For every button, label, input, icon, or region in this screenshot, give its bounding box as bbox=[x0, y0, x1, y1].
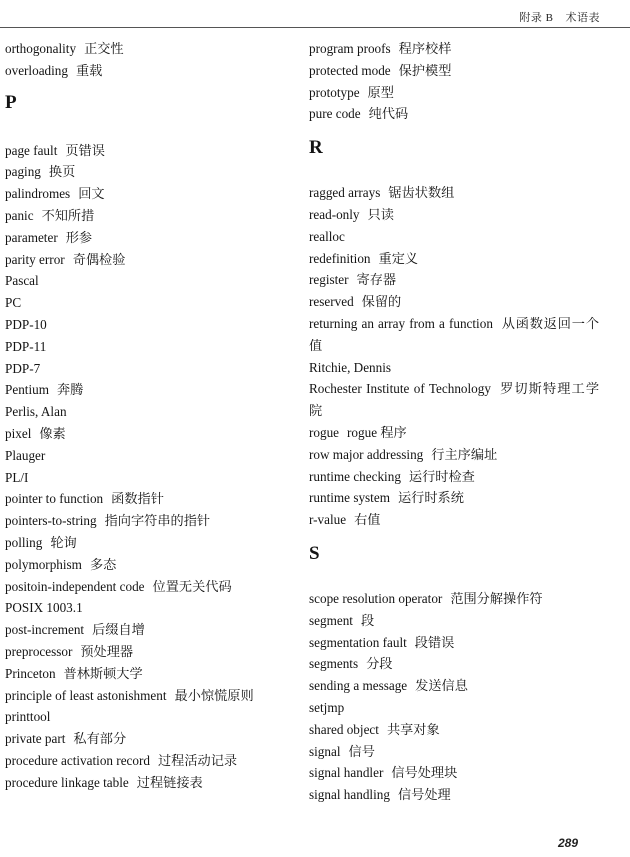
entry-term: preprocessor bbox=[5, 643, 73, 659]
entry-translation: 锯齿状数组 bbox=[388, 185, 455, 201]
entry-translation: 行主序编址 bbox=[431, 446, 498, 462]
glossary-entry bbox=[5, 38, 295, 60]
glossary-entry bbox=[309, 248, 599, 270]
entry-term: returning an array from a function bbox=[309, 315, 493, 331]
section-r-entries bbox=[309, 182, 599, 531]
entry-translation: 范围分解操作符 bbox=[450, 590, 543, 606]
entry-term: overloading bbox=[5, 62, 68, 78]
entry-term: polling bbox=[5, 534, 43, 550]
entry-term: runtime checking bbox=[309, 468, 401, 484]
entry-translation: 最小惊慌原则 bbox=[174, 687, 254, 703]
entry-translation: 右值 bbox=[354, 512, 381, 528]
entry-term: r-value bbox=[309, 512, 347, 528]
entry-term: register bbox=[309, 272, 349, 288]
entry-translation: 不知所措 bbox=[41, 207, 95, 223]
entry-term: setjmp bbox=[309, 699, 345, 715]
entry-term: signal handler bbox=[309, 765, 384, 781]
glossary-entry bbox=[309, 741, 599, 763]
glossary-entry bbox=[309, 204, 599, 226]
glossary-entry bbox=[5, 161, 295, 183]
entry-term: parameter bbox=[5, 229, 58, 245]
entry-translation: 过程活动记录 bbox=[158, 752, 238, 768]
right-top-entries bbox=[309, 38, 599, 125]
glossary-entry bbox=[5, 314, 295, 336]
glossary-entry bbox=[5, 379, 295, 401]
entry-term: PDP-10 bbox=[5, 316, 47, 332]
entry-term: pointer to function bbox=[5, 491, 104, 507]
glossary-entry bbox=[5, 750, 295, 772]
glossary-entry bbox=[5, 706, 295, 728]
glossary-entry bbox=[309, 653, 599, 675]
entry-term: procedure activation record bbox=[5, 752, 150, 768]
entry-term: orthogonality bbox=[5, 41, 77, 56]
entry-translation: 保护模型 bbox=[398, 62, 452, 78]
section-s-entries bbox=[309, 588, 599, 806]
entry-term: private part bbox=[5, 731, 66, 747]
entry-term: palindromes bbox=[5, 186, 71, 202]
entry-translation: 罗切斯特理工学院 bbox=[309, 381, 600, 419]
left-column bbox=[5, 38, 295, 794]
entry-term: Pascal bbox=[5, 273, 39, 289]
entry-translation: 原型 bbox=[367, 84, 394, 100]
glossary-entry bbox=[309, 784, 599, 806]
glossary-entry bbox=[309, 378, 599, 422]
entry-term: Ritchie, Dennis bbox=[309, 359, 392, 375]
glossary-entry bbox=[5, 685, 295, 707]
header-appendix: 附录 B bbox=[519, 12, 554, 24]
entry-term: segments bbox=[309, 656, 359, 672]
header-text bbox=[519, 9, 600, 25]
section-letter-s: S bbox=[309, 542, 320, 564]
entry-term: PDP-11 bbox=[5, 338, 47, 354]
glossary-entry bbox=[5, 576, 295, 598]
entry-translation: 换页 bbox=[48, 164, 76, 180]
entry-term: sending a message bbox=[309, 678, 408, 694]
entry-translation: 奔腾 bbox=[56, 382, 84, 398]
glossary-entry bbox=[5, 423, 295, 445]
entry-translation: 程序校样 bbox=[398, 41, 452, 56]
glossary-entry bbox=[5, 641, 295, 663]
entry-term: signal handling bbox=[309, 787, 390, 803]
entry-translation: 轮询 bbox=[50, 534, 77, 550]
entry-term: PL/I bbox=[5, 469, 29, 485]
glossary-entry bbox=[5, 401, 295, 423]
glossary-entry bbox=[5, 183, 295, 205]
entry-term: Princeton bbox=[5, 665, 56, 681]
glossary-entry bbox=[5, 619, 295, 641]
entry-translation: 多态 bbox=[89, 556, 117, 572]
entry-translation: 信号处理 bbox=[397, 787, 451, 803]
section-letter-p: P bbox=[5, 91, 17, 113]
entry-translation: 预处理器 bbox=[80, 643, 134, 659]
glossary-entry bbox=[5, 292, 295, 314]
glossary-entry bbox=[5, 227, 295, 249]
entry-translation: 位置无关代码 bbox=[152, 578, 232, 594]
entry-term: rogue bbox=[309, 424, 340, 440]
entry-term: pixel bbox=[5, 425, 32, 441]
entry-translation: 过程链接表 bbox=[136, 774, 203, 790]
glossary-entry bbox=[309, 610, 599, 632]
glossary-entry bbox=[309, 762, 599, 784]
entry-translation: rogue 程序 bbox=[347, 424, 407, 440]
entry-term: Plauger bbox=[5, 447, 46, 463]
glossary-entry bbox=[309, 697, 599, 719]
entry-translation: 奇偶检验 bbox=[72, 251, 126, 267]
glossary-entry bbox=[5, 597, 295, 619]
entry-term: paging bbox=[5, 164, 41, 180]
entry-translation: 正交性 bbox=[84, 41, 124, 56]
entry-translation: 分段 bbox=[366, 656, 393, 672]
entry-translation: 纯代码 bbox=[368, 106, 409, 122]
glossary-entry bbox=[309, 313, 599, 357]
entry-term: PC bbox=[5, 295, 22, 311]
glossary-entry bbox=[5, 772, 295, 794]
entry-term: prototype bbox=[309, 84, 360, 100]
entry-translation: 信号 bbox=[348, 743, 375, 759]
entry-translation: 像素 bbox=[39, 425, 66, 441]
entry-term: segmentation fault bbox=[309, 634, 407, 650]
entry-translation: 后缀自增 bbox=[92, 622, 145, 638]
entry-term: redefinition bbox=[309, 250, 371, 266]
glossary-entry bbox=[5, 249, 295, 271]
glossary-entry bbox=[5, 554, 295, 576]
entry-term: signal bbox=[309, 743, 341, 759]
header-rule bbox=[0, 27, 630, 28]
glossary-entry bbox=[5, 510, 295, 532]
entry-term: realloc bbox=[309, 228, 345, 244]
entry-term: Perlis, Alan bbox=[5, 404, 67, 420]
entry-translation: 形参 bbox=[65, 229, 93, 245]
entry-term: page fault bbox=[5, 142, 58, 158]
page-number: 289 bbox=[557, 836, 578, 850]
glossary-entry bbox=[309, 444, 599, 466]
glossary-entry bbox=[5, 205, 295, 227]
entry-term: reserved bbox=[309, 294, 354, 310]
entry-term: parity error bbox=[5, 251, 65, 267]
glossary-entry bbox=[309, 719, 599, 741]
entry-translation: 重载 bbox=[76, 62, 103, 78]
entry-translation: 运行时检查 bbox=[408, 468, 475, 484]
glossary-entry bbox=[5, 728, 295, 750]
entry-translation: 指向字符串的指针 bbox=[104, 513, 211, 529]
entry-translation: 段 bbox=[360, 612, 375, 628]
entry-translation: 段错误 bbox=[414, 634, 455, 650]
entry-term: procedure linkage table bbox=[5, 774, 129, 790]
entry-term: pointers-to-string bbox=[5, 513, 97, 529]
entry-translation: 运行时系统 bbox=[397, 490, 464, 506]
entry-term: post-increment bbox=[5, 622, 85, 638]
entry-term: runtime system bbox=[309, 490, 390, 506]
entry-term: principle of least astonishment bbox=[5, 687, 167, 703]
entry-translation: 回文 bbox=[78, 186, 105, 202]
header-title: 术语表 bbox=[565, 12, 600, 24]
entry-term: program proofs bbox=[309, 41, 391, 56]
glossary-entry bbox=[309, 357, 599, 379]
glossary-entry bbox=[5, 445, 295, 467]
entry-term: POSIX 1003.1 bbox=[5, 600, 83, 616]
glossary-entry bbox=[309, 226, 599, 248]
glossary-entry bbox=[309, 675, 599, 697]
glossary-entry bbox=[5, 270, 295, 292]
glossary-entry bbox=[309, 38, 599, 60]
entry-translation: 重定义 bbox=[378, 250, 419, 266]
entry-term: shared object bbox=[309, 721, 379, 737]
glossary-entry bbox=[5, 140, 295, 162]
glossary-entry bbox=[309, 103, 599, 125]
glossary-entry bbox=[309, 588, 599, 610]
glossary-entry bbox=[309, 509, 599, 531]
section-letter-r: R bbox=[309, 137, 323, 159]
glossary-entry bbox=[309, 291, 599, 313]
entry-term: segment bbox=[309, 612, 353, 628]
glossary-entry bbox=[5, 467, 295, 489]
running-header bbox=[0, 0, 630, 30]
glossary-entry bbox=[309, 269, 599, 291]
glossary-entry bbox=[5, 488, 295, 510]
right-column bbox=[309, 38, 599, 806]
glossary-entry bbox=[309, 487, 599, 509]
glossary-entry bbox=[309, 60, 599, 82]
glossary-entry bbox=[5, 336, 295, 358]
entry-term: panic bbox=[5, 207, 34, 223]
entry-term: Pentium bbox=[5, 382, 49, 398]
entry-translation: 只读 bbox=[367, 206, 394, 222]
section-p-entries bbox=[5, 140, 295, 794]
entry-translation: 函数指针 bbox=[111, 491, 164, 507]
entry-term: read-only bbox=[309, 206, 360, 222]
entry-translation: 私有部分 bbox=[73, 731, 127, 747]
entry-translation: 保留的 bbox=[361, 294, 402, 310]
entry-term: printtool bbox=[5, 709, 51, 725]
entry-translation: 发送信息 bbox=[415, 678, 468, 694]
glossary-entry bbox=[5, 532, 295, 554]
glossary-entry bbox=[5, 358, 295, 380]
glossary-entry bbox=[309, 182, 599, 204]
glossary-entry bbox=[309, 82, 599, 104]
glossary-entry bbox=[309, 422, 599, 444]
left-top-entries bbox=[5, 38, 295, 82]
entry-term: pure code bbox=[309, 106, 361, 122]
entry-translation: 共享对象 bbox=[386, 721, 440, 737]
entry-translation: 页错误 bbox=[65, 142, 105, 158]
entry-term: positoin-independent code bbox=[5, 578, 145, 594]
glossary-entry bbox=[5, 663, 295, 685]
entry-term: ragged arrays bbox=[309, 185, 381, 201]
entry-translation: 寄存器 bbox=[356, 272, 397, 288]
entry-term: scope resolution operator bbox=[309, 590, 443, 606]
entry-term: row major addressing bbox=[309, 446, 424, 462]
entry-term: protected mode bbox=[309, 62, 391, 78]
entry-term: Rochester Institute of Technology bbox=[309, 381, 491, 397]
entry-translation: 信号处理块 bbox=[391, 765, 458, 781]
glossary-entry bbox=[5, 60, 295, 82]
entry-translation: 从函数返回一个值 bbox=[309, 315, 600, 353]
entry-term: PDP-7 bbox=[5, 360, 41, 376]
entry-term: polymorphism bbox=[5, 556, 82, 572]
entry-translation: 普林斯顿大学 bbox=[63, 665, 143, 681]
glossary-entry bbox=[309, 466, 599, 488]
glossary-entry bbox=[309, 632, 599, 654]
